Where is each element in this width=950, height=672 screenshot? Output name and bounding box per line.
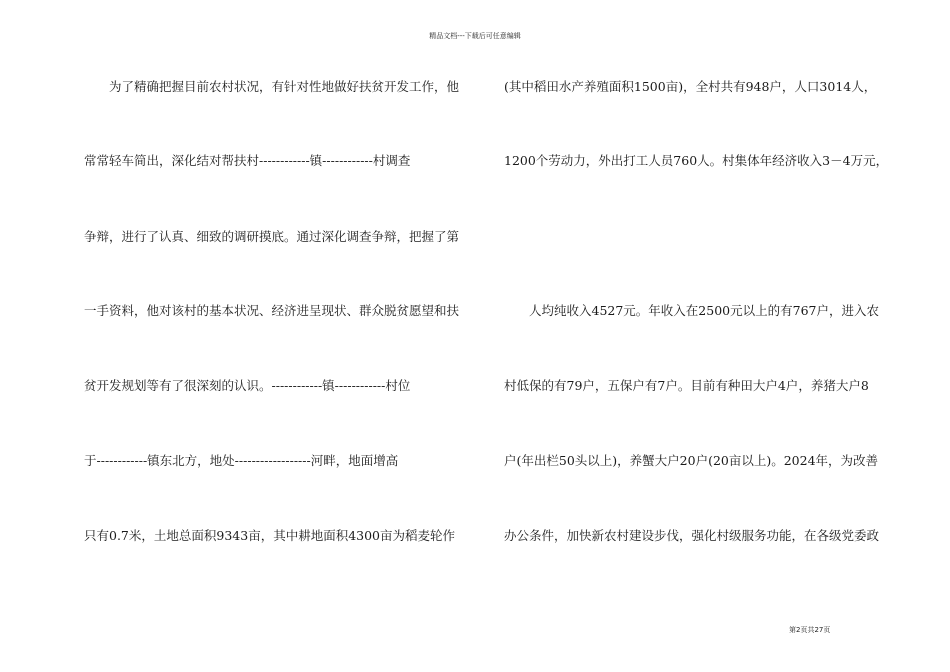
paragraph-line: 一手资料，他对该村的基本状况、经济进呈现状、群众脱贫愿望和扶 [84,303,460,318]
paragraph-line: (其中稻田水产养殖面积1500亩)，全村共有948户，人口3014人， [504,79,877,94]
paragraph-line: 常常轻车简出，深化结对帮扶村------------镇------------村调查 [84,153,411,168]
page-number: 第2页共27页 [789,626,831,634]
paragraph-line: 户(年出栏50头以上)，养蟹大户20户(20亩以上)。2024年，为改善 [504,453,879,468]
paragraph-line: 村低保的有79户，五保户有7户。目前有种田大户4户，养猪大户8 [504,378,869,393]
paragraph-line: 只有0.7米，土地总面积9343亩，其中耕地面积4300亩为稻麦轮作 [84,528,456,543]
paragraph-line: 人均纯收入4527元。年收入在2500元以上的有767户，进入农 [529,303,879,318]
page-header: 精品文档---下载后可任意编辑 [429,32,521,40]
paragraph-line: 1200个劳动力，外出打工人员760人。村集体年经济收入3－4万元， [504,153,889,168]
paragraph-line: 争辩，进行了认真、细致的调研摸底。通过深化调查争辩，把握了第 [84,229,460,244]
paragraph-line: 贫开发规划等有了很深刻的认识。------------镇------------村位 [84,378,411,393]
paragraph-line: 于------------镇东北方，地处------------------河畔，地面增高 [84,453,399,468]
paragraph-line: 为了精确把握目前农村状况，有针对性地做好扶贫开发工作，他 [109,79,460,94]
paragraph-line: 办公条件，加快新农村建设步伐，强化村级服务功能，在各级党委政 [504,528,880,543]
